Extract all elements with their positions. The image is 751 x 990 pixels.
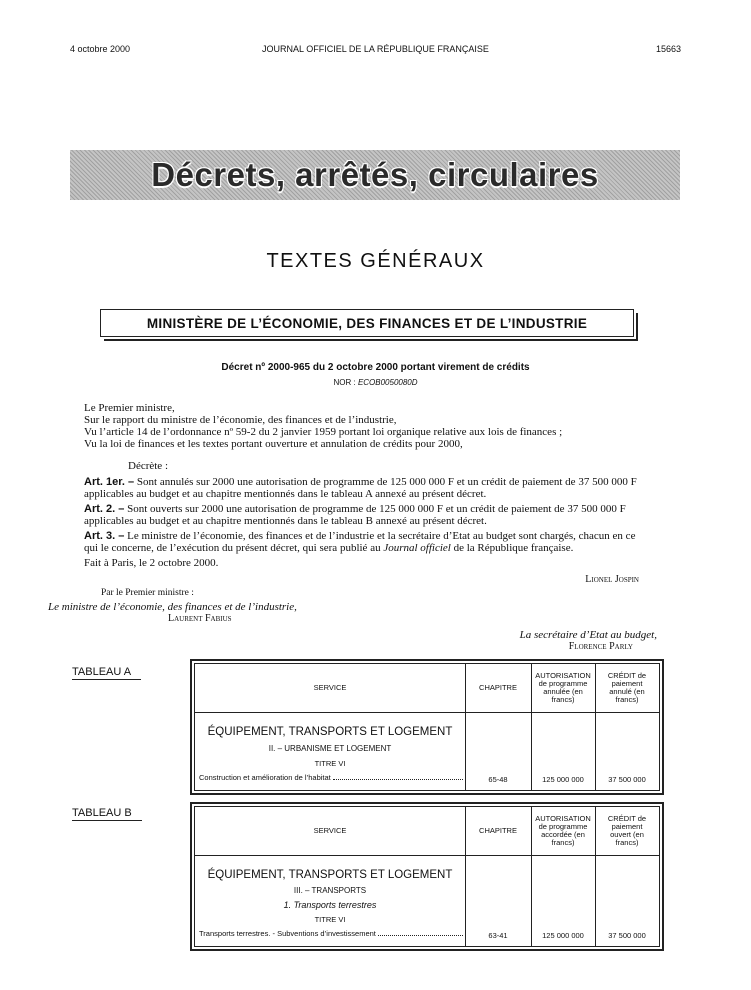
- secretary-name: Florence Parly: [568, 641, 633, 652]
- table-row: [199, 929, 465, 938]
- article-1-text: Sont annulés sur 2000 une autorisation de programme de 125 000 000 F et un crédit de paiement de 37 500 000 F: [136, 476, 637, 488]
- fait-a-paris: Fait à Paris, le 2 octobre 2000.: [84, 557, 219, 569]
- minister-name: Laurent Fabius: [168, 613, 232, 624]
- column-header-credit: CRÉDIT de paiement annulé (en francs): [607, 671, 647, 704]
- row-label: Transports terrestres. - Subventions d’investissement: [199, 929, 376, 938]
- row-label: Construction et amélioration de l’habitat: [199, 773, 331, 782]
- article-1-continuation: applicables au budget et au chapitre mentionnés dans le tableau A annexé au présent décret.: [84, 488, 487, 500]
- row-autorisation: 125 000 000: [542, 931, 584, 940]
- section-title: TEXTES GÉNÉRAUX: [266, 250, 485, 272]
- row-chapitre: 63-41: [488, 931, 508, 940]
- titre-label: TITRE VI: [314, 759, 346, 768]
- ministry-title: MINISTÈRE DE L’ÉCONOMIE, DES FINANCES ET DE L’INDUSTRIE: [146, 315, 588, 331]
- tableau-b: [190, 802, 664, 951]
- article-3-text-part: de la République française.: [450, 542, 574, 554]
- row-credit: 37 500 000: [608, 931, 646, 940]
- column-header-credit: CRÉDIT de paiement ouvert (en francs): [607, 814, 647, 847]
- article-1-label: Art. 1er. –: [84, 476, 135, 488]
- article-2-continuation: applicables au budget et au chapitre mentionnés dans le tableau B annexé au présent décret.: [84, 515, 487, 527]
- tableau-a-label: TABLEAU A: [72, 666, 132, 678]
- column-header-service: SERVICE: [313, 683, 347, 692]
- par-le-premier-ministre: Par le Premier ministre :: [101, 588, 194, 598]
- column-header-service: SERVICE: [313, 826, 347, 835]
- column-header-chapitre: CHAPITRE: [479, 826, 517, 835]
- secretary-title: La secrétaire d’Etat au budget,: [519, 629, 657, 641]
- table-row: [199, 773, 465, 782]
- row-chapitre: 65-48: [488, 775, 508, 784]
- subsection-title: 1. Transports terrestres: [283, 900, 377, 910]
- tableau-a-inner: [194, 663, 660, 791]
- minister-title: Le ministre de l’économie, des finances et de l’industrie,: [48, 601, 297, 613]
- ministry-box: [100, 309, 634, 337]
- journal-officiel-italic: Journal officiel: [383, 542, 451, 554]
- decree-title: Décret nº 2000-965 du 2 octobre 2000 portant virement de crédits: [221, 362, 530, 373]
- preamble-line: Vu l’article 14 de l’ordonnance nº 59-2 du 2 janvier 1959 portant loi organique relative aux lois de finances ;: [84, 426, 563, 438]
- header-date: 4 octobre 2000: [70, 44, 131, 54]
- section-banner: [70, 150, 680, 200]
- nor-label: NOR :: [333, 378, 356, 387]
- preamble-line: Sur le rapport du ministre de l’économie, des finances et de l’industrie,: [84, 414, 397, 426]
- tableau-a: [190, 659, 664, 795]
- signature-prime-minister: Lionel Jospin: [585, 574, 639, 585]
- banner-title: Décrets, arrêtés, circulaires: [151, 156, 599, 193]
- tableau-b-inner: [194, 806, 660, 947]
- nor-code: ECOB0050080D: [357, 378, 418, 387]
- header-journal: JOURNAL OFFICIEL DE LA RÉPUBLIQUE FRANÇAISE: [262, 44, 489, 54]
- preamble-line: Vu la loi de finances et les textes portant ouverture et annulation de crédits pour 2000,: [84, 438, 463, 450]
- article-1-line: [84, 476, 637, 488]
- article-3-label: Art. 3. –: [84, 530, 125, 542]
- column-header-autorisation: AUTORISATION de programme accordée (en francs): [535, 814, 591, 847]
- column-header-autorisation: AUTORISATION de programme annulée (en francs): [535, 671, 591, 704]
- tableau-b-label: TABLEAU B: [72, 807, 132, 819]
- article-3-line: [84, 530, 635, 542]
- section-title: II. – URBANISME ET LOGEMENT: [268, 744, 392, 753]
- decrete-text: Décrète :: [128, 460, 168, 472]
- titre-label: TITRE VI: [314, 915, 346, 924]
- article-2-line: [84, 503, 626, 515]
- row-autorisation: 125 000 000: [542, 775, 584, 784]
- article-2-label: Art. 2. –: [84, 503, 125, 515]
- article-3-text-part: qui le concerne, de l’exécution du présent décret, qui sera publié au: [84, 542, 384, 554]
- budget-title: ÉQUIPEMENT, TRANSPORTS ET LOGEMENT: [207, 726, 453, 738]
- section-title: III. – TRANSPORTS: [293, 886, 367, 895]
- article-3-text: Le ministre de l’économie, des finances et de l’industrie et la secrétaire d’Etat au budget sont chargés, chacun en ce: [127, 530, 636, 542]
- preamble-line: Le Premier ministre,: [84, 402, 175, 414]
- article-3-continuation: [84, 542, 573, 554]
- budget-title: ÉQUIPEMENT, TRANSPORTS ET LOGEMENT: [207, 869, 453, 881]
- header-page-number: 15663: [655, 44, 681, 54]
- article-2-text: Sont ouverts sur 2000 une autorisation de programme de 125 000 000 F et un crédit de paiement de 37 500 000 F: [127, 503, 626, 515]
- row-credit: 37 500 000: [608, 775, 646, 784]
- nor-reference: [0, 378, 751, 387]
- column-header-chapitre: CHAPITRE: [479, 683, 517, 692]
